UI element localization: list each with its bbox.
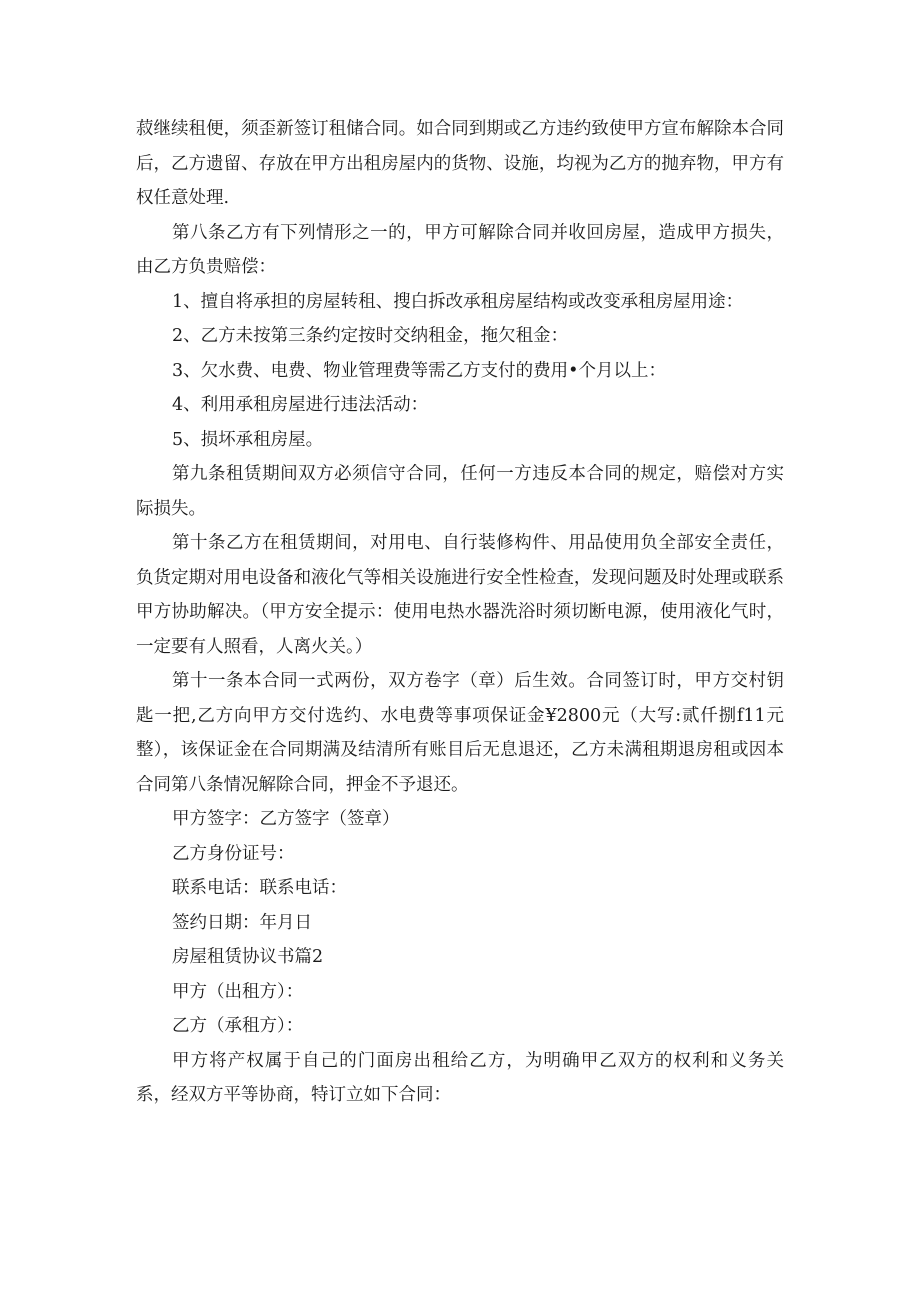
paragraph-continuation: 菽继续租便，须歪新签订租储合同。如合同到期或乙方违约致使甲方宣布解除本合同后，乙方遗留、存放在甲方出租房屋内的货物、设施，均视为乙方的抛弃物，甲方有权任意处理. — [136, 119, 784, 208]
document-body — [136, 112, 784, 1113]
party-b-line: 乙方（承租方）： — [172, 1016, 304, 1036]
list-item-4: 4、利用承租房屋进行违法活动： — [172, 395, 429, 415]
paragraph-article-10: 第十条乙方在租赁期间，对用电、自行装修构件、用品使用负全部安全责任，负货定期对用电设备和液化气等相关设施进行安全性检查，发现问题及时处理或联系甲方协助解决。（甲方安全提示：使用电热水器洗浴时须切断电源，使用液化气时，一定要有人照看，人离火关。） — [136, 533, 784, 657]
paragraph-intro: 甲方将产权属于自己的门面房出租给乙方，为明确甲乙双方的权利和义务关系，经双方平等协商，特订立如下合同： — [136, 1050, 784, 1105]
list-item-5: 5、损坏承租房屋。 — [172, 429, 324, 450]
signature-line: 甲方签字：乙方签字（签章） — [172, 809, 400, 829]
paragraph-article-9: 第九条租赁期间双方必须信守合同，任何一方违反本合同的规定，赔偿对方实际损失。 — [136, 464, 784, 519]
phone-line: 联系电话：联系电话： — [172, 878, 347, 898]
date-line: 签约日期：年月日 — [172, 912, 312, 933]
paragraph-article-11: 第十一条本合同一式两份，双方卷字（章）后生效。合同签订时，甲方交村钥匙一把,乙方向甲方交付选约、水电费等事项保证金¥2800元（大写:贰仟捌f11元整），该保证金在合同期满及结清所有账目后无息退还，乙方未满租期退房租或因本合同第八条情况解除合同，押金不予退还。 — [136, 671, 784, 795]
id-number-line: 乙方身份证号： — [172, 843, 295, 864]
list-item-1: 1、擅自将承担的房屋转租、搜白拆改承租房屋结构或改变承租房屋用途： — [172, 291, 744, 312]
list-item-3: 3、欠水费、电费、物业管理费等需乙方支付的费用•个月以上： — [172, 360, 666, 381]
party-a-line: 甲方（出租方）： — [172, 981, 304, 1002]
list-item-2: 2、乙方未按第三条约定按时交纳租金，拖欠租金： — [172, 326, 569, 346]
paragraph-article-8: 第八条乙方有下列情形之一的，甲方可解除合同并收回房屋，造成甲方损失，由乙方负贵赔偿： — [136, 222, 784, 277]
section-heading: 房屋租赁协议书篇2 — [172, 947, 324, 967]
